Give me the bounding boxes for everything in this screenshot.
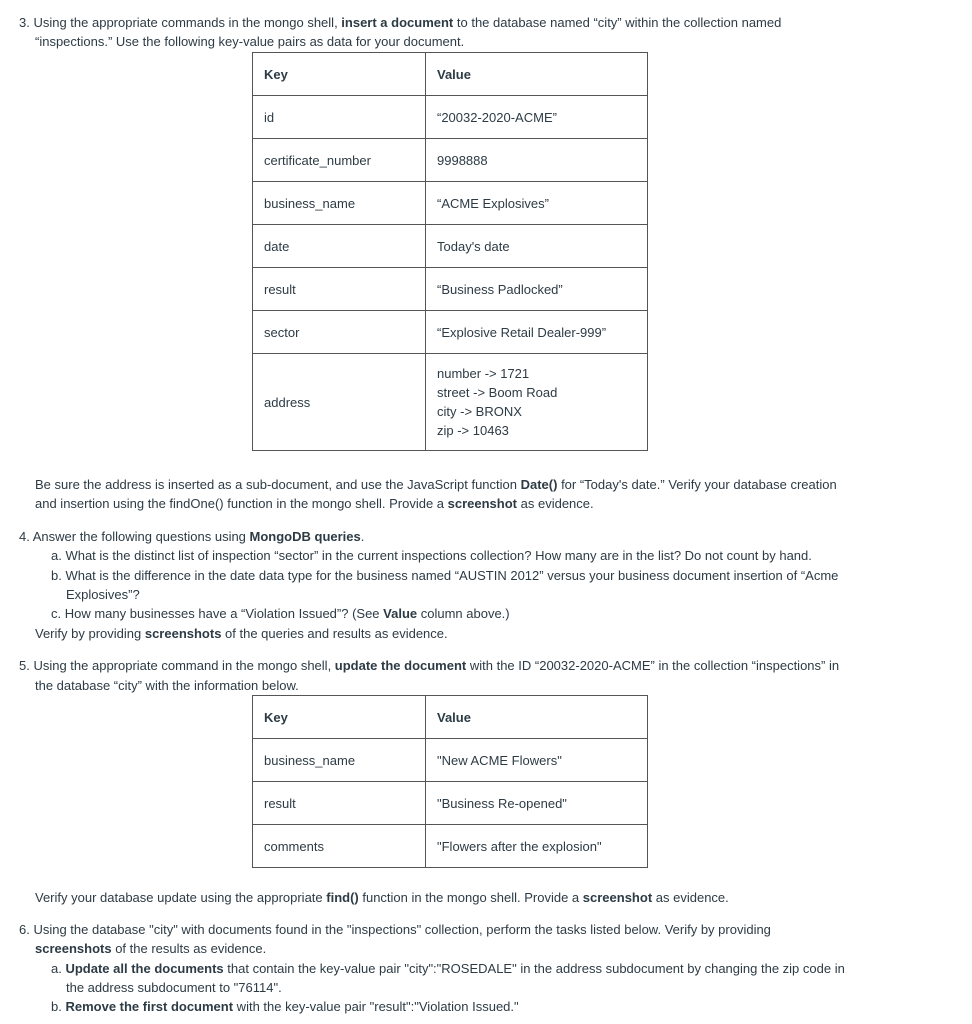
- address-line: zip -> 10463: [437, 423, 509, 438]
- table-row: [253, 739, 648, 782]
- text-run: as evidence.: [652, 890, 729, 905]
- value-cell: “20032-2020-ACME”: [426, 96, 648, 139]
- value-cell: "New ACME Flowers": [426, 739, 648, 782]
- text-run: b. What is the difference in the date data type for the business named “AUSTIN 2012” versus your business document insertion of “Acme: [51, 568, 839, 583]
- key-cell: business_name: [253, 182, 426, 225]
- text-run: a. What is the distinct list of inspection “sector” in the current inspections collection? How many are in the list? Do not count by hand.: [51, 548, 812, 563]
- text-run: Verify your database update using the appropriate: [35, 890, 327, 905]
- text-run: 4. Answer the following questions using: [19, 529, 250, 544]
- text-run: function in the mongo shell. Provide a: [358, 890, 583, 905]
- q4-item-b-line2: [66, 585, 140, 604]
- table-row-address: [253, 354, 648, 451]
- text-run: of the results as evidence.: [111, 941, 267, 956]
- text-run: column above.): [417, 606, 510, 621]
- key-cell: sector: [253, 311, 426, 354]
- q5-intro-line1: [19, 656, 839, 675]
- bold-text: screenshots: [144, 626, 222, 641]
- table-row: [253, 182, 648, 225]
- table-row: [253, 139, 648, 182]
- key-header: Key: [253, 696, 426, 739]
- q3-intro-line1: [19, 13, 781, 32]
- table-row: [253, 268, 648, 311]
- key-cell: business_name: [253, 739, 426, 782]
- bold-text: Update all the documents: [65, 961, 224, 976]
- text-run: and insertion using the findOne() function in the mongo shell. Provide a: [35, 496, 448, 511]
- text-run: Verify by providing: [35, 626, 145, 641]
- text-run: b.: [51, 999, 66, 1014]
- text-run: 3. Using the appropriate commands in the mongo shell,: [19, 15, 342, 30]
- bold-text: Date(): [520, 477, 558, 492]
- text-run: Explosives”?: [66, 587, 140, 602]
- address-line: street -> Boom Road: [437, 385, 558, 400]
- q6-intro-line2: [35, 939, 266, 958]
- table-row: [253, 225, 648, 268]
- text-run: a.: [51, 961, 66, 976]
- bold-text: screenshot: [447, 496, 518, 511]
- table-row: [253, 311, 648, 354]
- text-run: .: [360, 529, 365, 544]
- address-line: city -> BRONX: [437, 404, 522, 419]
- value-cell: “Explosive Retail Dealer-999”: [426, 311, 648, 354]
- q3-after-line2: [35, 494, 594, 513]
- text-run: Be sure the address is inserted as a sub-document, and use the JavaScript function: [35, 477, 521, 492]
- q6-item-b: [51, 997, 519, 1016]
- q5-intro-line2: [35, 676, 299, 695]
- text-run: with the ID “20032-2020-ACME” in the collection “inspections” in: [466, 658, 840, 673]
- q4-intro: [19, 527, 364, 546]
- bold-text: MongoDB queries: [249, 529, 361, 544]
- text-run: 5. Using the appropriate command in the mongo shell,: [19, 658, 335, 673]
- q6-item-a-line1: [51, 959, 845, 978]
- bold-text: Remove the first document: [65, 999, 234, 1014]
- bold-text: screenshot: [582, 890, 653, 905]
- table-row: [253, 782, 648, 825]
- bold-text: Value: [383, 606, 418, 621]
- text-run: 6. Using the database "city" with documents found in the "inspections" collection, perform the tasks listed below. Verify by providing: [19, 922, 771, 937]
- table-row: [253, 825, 648, 868]
- bold-text: screenshots: [35, 941, 112, 956]
- key-cell: certificate_number: [253, 139, 426, 182]
- insert-table: [252, 52, 648, 451]
- q4-item-a: [51, 546, 812, 565]
- bold-text: find(): [326, 890, 359, 905]
- update-table: [252, 695, 648, 868]
- q3-after-line1: [35, 475, 837, 494]
- table-row: [253, 96, 648, 139]
- text-run: the database “city” with the information below.: [35, 678, 299, 693]
- bold-text: insert a document: [341, 15, 454, 30]
- value-header: Value: [426, 696, 648, 739]
- key-cell: id: [253, 96, 426, 139]
- value-cell: “Business Padlocked”: [426, 268, 648, 311]
- text-run: for “Today's date.” Verify your database creation: [557, 477, 837, 492]
- q4-item-b-line1: [51, 566, 838, 585]
- value-cell: “ACME Explosives”: [426, 182, 648, 225]
- text-run: c. How many businesses have a “Violation Issued”? (See: [51, 606, 384, 621]
- value-cell: "Flowers after the explosion": [426, 825, 648, 868]
- key-cell: result: [253, 268, 426, 311]
- text-run: of the queries and results as evidence.: [221, 626, 448, 641]
- key-cell: comments: [253, 825, 426, 868]
- key-cell: date: [253, 225, 426, 268]
- value-cell: "Business Re-opened": [426, 782, 648, 825]
- q4-verify: [35, 624, 448, 643]
- text-run: to the database named “city” within the collection named: [453, 15, 782, 30]
- text-run: the address subdocument to "76114".: [66, 980, 282, 995]
- value-cell: 9998888: [426, 139, 648, 182]
- text-run: “inspections.” Use the following key-value pairs as data for your document.: [35, 34, 465, 49]
- text-run: with the key-value pair "result":"Violation Issued.": [233, 999, 519, 1014]
- q4-item-c: [51, 604, 510, 623]
- address-value-cell: [426, 354, 648, 451]
- key-cell: address: [253, 354, 426, 451]
- value-header: Value: [426, 53, 648, 96]
- bold-text: update the document: [334, 658, 467, 673]
- key-cell: result: [253, 782, 426, 825]
- value-cell: Today's date: [426, 225, 648, 268]
- address-line: number -> 1721: [437, 366, 530, 381]
- q3-intro-line2: [35, 32, 464, 51]
- text-run: that contain the key-value pair "city":"ROSEDALE" in the address subdocument by changing the zip code in: [223, 961, 845, 976]
- text-run: as evidence.: [517, 496, 594, 511]
- q6-intro-line1: [19, 920, 771, 939]
- key-header: Key: [253, 53, 426, 96]
- q6-item-a-line2: [66, 978, 282, 997]
- q5-verify: [35, 888, 729, 907]
